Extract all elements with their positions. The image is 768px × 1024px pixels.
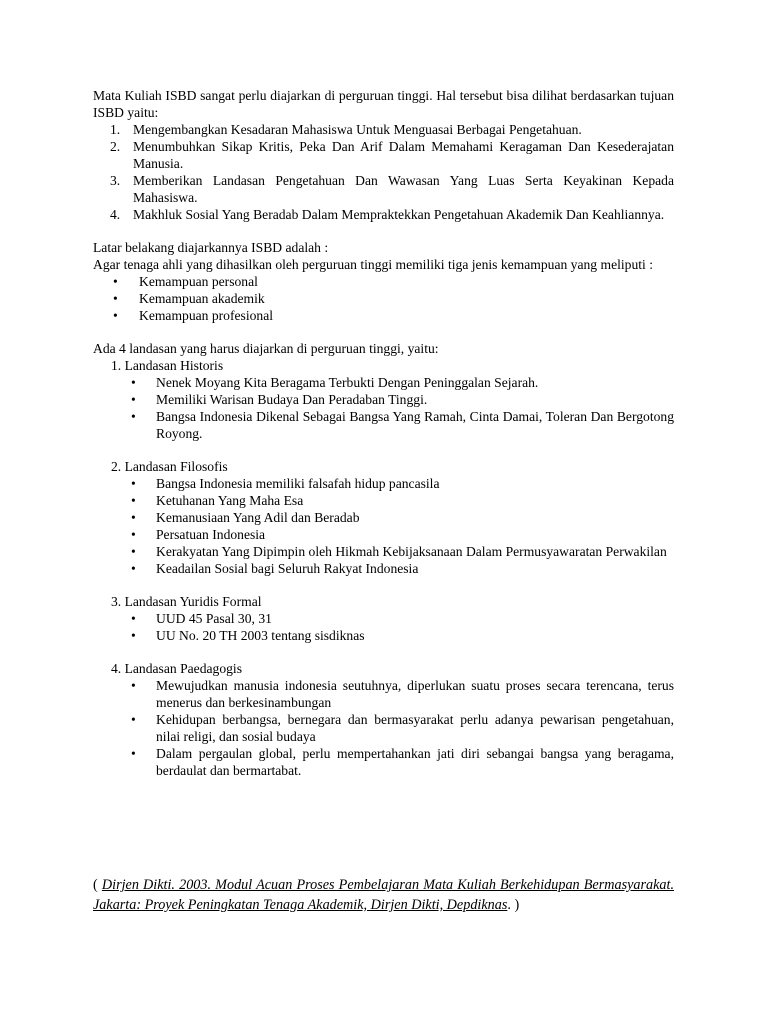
spacer [93,324,674,340]
bullet-icon: • [131,493,136,508]
list-item-text: Kemampuan akademik [139,291,265,306]
bullet-icon: • [131,746,136,761]
bullet-icon: • [131,611,136,626]
bullet-icon: • [131,544,136,559]
list-item-text: Ketuhanan Yang Maha Esa [156,493,304,508]
list-item [93,610,674,627]
bullet-icon: • [131,476,136,491]
list-item [93,745,674,779]
section-title: 4. Landasan Paedagogis [111,661,242,676]
list-item [93,627,674,644]
foundation-section-paedagogis [93,660,674,779]
list-item-text: Kemampuan profesional [139,308,274,323]
bullet-icon: • [113,308,118,323]
bullet-icon: • [131,375,136,390]
list-item-text: UUD 45 Pasal 30, 31 [156,611,272,626]
bullet-icon: • [131,561,136,576]
section-items [93,610,674,644]
list-number: 2. [110,139,121,154]
bullet-icon: • [131,712,136,727]
section-items [93,475,674,577]
bullet-icon: • [131,678,136,693]
bullet-icon: • [131,527,136,542]
list-item-text: Kehidupan berbangsa, bernegara dan bermasyarakat perlu adanya pewarisan pengetahuan, nilai religi, dan sosial budaya [156,712,674,744]
list-item-text: Menumbuhkan Sikap Kritis, Peka Dan Arif Dalam Memahami Keragaman Dan Kesederajatan Manusia. [133,139,674,171]
section-items [93,374,674,442]
list-item [93,138,674,172]
intro-paragraph: Mata Kuliah ISBD sangat perlu diajarkan di perguruan tinggi. Hal tersebut bisa dilihat berdasarkan tujuan ISBD yaitu: [93,88,674,120]
list-item [93,290,674,307]
list-item [93,121,674,138]
list-item [93,307,674,324]
list-item [93,273,674,290]
bullet-icon: • [131,409,136,424]
list-item [93,509,674,526]
foundation-section-filosofis [93,458,674,577]
list-item-text: Memberikan Landasan Pengetahuan Dan Wawasan Yang Luas Serta Keyakinan Kepada Mahasiswa. [133,173,674,205]
goals-list [93,121,674,223]
citation-close: . ) [507,897,520,913]
foundations-heading: Ada 4 landasan yang harus diajarkan di perguruan tinggi, yaitu: [93,341,439,356]
list-item [93,391,674,408]
list-item-text: Persatuan Indonesia [156,527,266,542]
bullet-icon: • [131,392,136,407]
list-item [93,560,674,577]
list-item [93,492,674,509]
list-item-text: Kemampuan personal [139,274,258,289]
list-item-text: Kemanusiaan Yang Adil dan Beradab [156,510,360,525]
list-item [93,206,674,223]
list-item [93,172,674,206]
citation [93,875,674,915]
bullet-icon: • [131,510,136,525]
list-item [93,374,674,391]
list-item [93,408,674,442]
list-item-text: Mewujudkan manusia indonesia seutuhnya, diperlukan suatu proses secara terencana, terus menerus dan berkesinambungan [156,678,674,710]
list-item-text: Bangsa Indonesia Dikenal Sebagai Bangsa Yang Ramah, Cinta Damai, Toleran Dan Bergotong Royong. [156,409,674,441]
section-items [93,677,674,779]
section-title: 2. Landasan Filosofis [111,459,228,474]
list-item-text: Mengembangkan Kesadaran Mahasiswa Untuk Menguasai Berbagai Pengetahuan. [133,122,582,137]
foundation-section-yuridis [93,593,674,644]
list-item-text: Bangsa Indonesia memiliki falsafah hidup pancasila [156,476,440,491]
list-item [93,711,674,745]
document-body [93,87,674,779]
bullet-icon: • [131,628,136,643]
list-item [93,475,674,492]
section-title: 1. Landasan Historis [111,358,224,373]
bullet-icon: • [113,274,118,289]
list-item [93,543,674,560]
list-number: 3. [110,173,121,188]
list-item-text: Kerakyatan Yang Dipimpin oleh Hikmah Kebijaksanaan Dalam Permusyawaratan Perwakilan [156,544,667,559]
section-title: 3. Landasan Yuridis Formal [111,594,262,609]
list-item-text: Nenek Moyang Kita Beragama Terbukti Dengan Peninggalan Sejarah. [156,375,539,390]
list-item-text: Keadailan Sosial bagi Seluruh Rakyat Indonesia [156,561,419,576]
list-number: 1. [110,122,121,137]
list-item [93,677,674,711]
list-item-text: Memiliki Warisan Budaya Dan Peradaban Tinggi. [156,392,428,407]
list-item-text: UU No. 20 TH 2003 tentang sisdiknas [156,628,365,643]
spacer [93,223,674,239]
background-heading: Latar belakang diajarkannya ISBD adalah : [93,240,329,255]
list-item-text: Makhluk Sosial Yang Beradab Dalam Mempraktekkan Pengetahuan Akademik Dan Keahliannya. [133,207,665,222]
ability-list [93,273,674,324]
list-number: 4. [110,207,121,222]
citation-reference: Dirjen Dikti. 2003. Modul Acuan Proses Pembelajaran Mata Kuliah Berkehidupan Bermasyarakat. Jakarta: Proyek Peningkatan Tenaga Akademik, Dirjen Dikti, Depdiknas [93,877,674,913]
citation-open: ( [93,877,102,893]
list-item [93,526,674,543]
foundation-section-historis [93,357,674,442]
bullet-icon: • [113,291,118,306]
background-paragraph: Agar tenaga ahli yang dihasilkan oleh perguruan tinggi memiliki tiga jenis kemampuan yang meliputi : [93,257,653,272]
list-item-text: Dalam pergaulan global, perlu mempertahankan jati diri sebangai bangsa yang beragama, berdaulat dan bermartabat. [156,746,674,778]
